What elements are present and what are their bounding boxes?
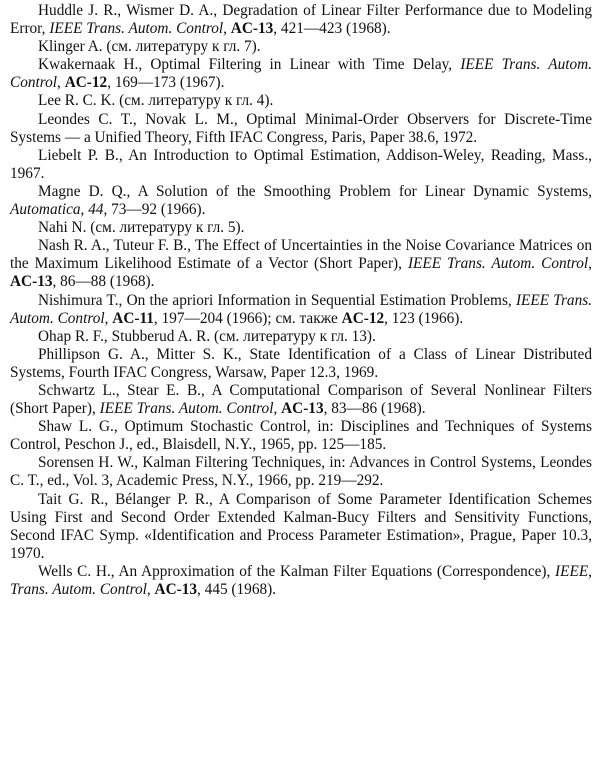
reference-source: 44 (88, 201, 104, 219)
reference-entry (10, 2, 592, 38)
reference-source: Automatica (10, 201, 81, 219)
reference-text: Tait G. R., Bélanger P. R., A Comparison of Some Parameter Identification Schemes Using First and Second Order Extended Kalman-Bucy Filters and Sensitivity Functions, Second IFAC Symp. «Identification and Process Parameter Estimation», Prague, Paper 10.3, 1970. (10, 490, 592, 562)
reference-entry (10, 454, 592, 490)
reference-text: , 123 (1966). (384, 309, 464, 327)
reference-volume: AC-11 (112, 309, 154, 327)
reference-text: , 197—204 (1966); см. также (153, 309, 342, 327)
reference-entry (10, 219, 592, 237)
reference-text: , 83—86 (1968). (323, 400, 426, 418)
reference-text: , (104, 309, 113, 327)
reference-text: Shaw L. G., Optimum Stochastic Control, in: Disciplines and Techniques of Systems Control, Peschon J., ed., Blaisdell, N.Y., 1965, pp. 125—185. (10, 418, 592, 454)
reference-volume: AC-12 (64, 74, 108, 92)
reference-entry (10, 292, 592, 328)
reference-text: Leondes C. T., Novak L. M., Optimal Minimal-Order Observers for Discrete-Time Systems — a Unified Theory, Fifth IFAC Congress, Paris, Paper 38.6, 1972. (10, 110, 592, 146)
reference-source: IEEE Trans. Autom. Control (10, 56, 593, 92)
reference-text: Schwartz L., Stear E. B., A Computational Comparison of Several Nonlinear Filters (Short Paper), (10, 381, 592, 418)
reference-text: , 445 (1968). (197, 581, 277, 598)
reference-entry (10, 491, 592, 563)
reference-text: , 86—88 (1968). (52, 273, 155, 291)
reference-entry (10, 346, 592, 382)
reference-source: IEEE Trans. Autom. Control (407, 255, 589, 273)
reference-entry (10, 147, 592, 183)
reference-text: Lee R. C. K. (см. литературу к гл. 4). (38, 92, 274, 110)
reference-text: , 169—173 (1967). (107, 74, 225, 92)
reference-entry (10, 111, 592, 147)
reference-volume: AC-13 (10, 273, 53, 291)
reference-text: , 421—423 (1968). (273, 20, 391, 38)
reference-entry (10, 183, 592, 219)
reference-source: IEEE Trans. Autom. Control (49, 20, 224, 38)
reference-entry (10, 92, 592, 110)
reference-text: , (80, 201, 89, 219)
reference-text: , (146, 581, 155, 598)
reference-text: Nahi N. (см. литературу к гл. 5). (38, 219, 245, 237)
reference-volume: AC-13 (281, 400, 324, 418)
reference-source: IEEE, Trans. Autom. Control (10, 562, 592, 598)
reference-text: Nishimura T., On the apriori Information in Sequential Estimation Problems, (38, 291, 516, 309)
reference-entry (10, 56, 592, 92)
reference-text: Kwakernaak H., Optimal Filtering in Linear with Time Delay, (38, 56, 461, 74)
reference-text: Liebelt P. B., An Introduction to Optimal Estimation, Addison-Weley, Reading, Mass., 1967. (10, 146, 592, 182)
reference-volume: AC-12 (341, 309, 385, 327)
reference-text: , (223, 20, 231, 38)
reference-text: , (57, 74, 65, 92)
reference-text: Huddle J. R., Wismer D. A., Degradation of Linear Filter Performance due to Modeling Error, (10, 2, 592, 38)
reference-entry (10, 38, 592, 56)
reference-entry (10, 563, 592, 599)
reference-source: IEEE Trans. Autom. Control (99, 400, 274, 418)
reference-entry (10, 237, 592, 291)
reference-entry (10, 382, 592, 418)
reference-text: Phillipson G. A., Mitter S. K., State Identification of a Class of Linear Distributed Systems, Fourth IFAC Congress, Warsaw, Paper 12.3, 1969. (10, 345, 592, 381)
reference-volume: AC-13 (230, 20, 274, 38)
reference-text: , 73—92 (1966). (103, 201, 206, 219)
reference-text: Sorensen H. W., Kalman Filtering Techniques, in: Advances in Control Systems, Leondes C. T., ed., Vol. 3, Academic Press, N.Y., 1966, pp. 219—292. (10, 454, 592, 490)
reference-text: Klinger A. (см. литературу к гл. 7). (38, 38, 261, 56)
reference-text: , (273, 400, 282, 418)
reference-entry (10, 418, 592, 454)
reference-entry (10, 328, 592, 346)
reference-text: Nash R. A., Tuteur F. B., The Effect of Uncertainties in the Noise Covariance Matrices on the Maximum Likelihood Estimate of a Vector (Short Paper), (10, 237, 592, 273)
reference-text: , (588, 255, 592, 273)
reference-text: Ohap R. F., Stubberud A. R. (см. литературу к гл. 13). (38, 327, 376, 345)
reference-text: Magne D. Q., A Solution of the Smoothing Problem for Linear Dynamic Systems, (38, 182, 592, 200)
reference-volume: AC-13 (154, 581, 198, 598)
reference-text: Wells C. H., An Approximation of the Kalman Filter Equations (Correspondence), (38, 562, 556, 580)
reference-source: IEEE Trans. Autom. Control (10, 291, 592, 327)
